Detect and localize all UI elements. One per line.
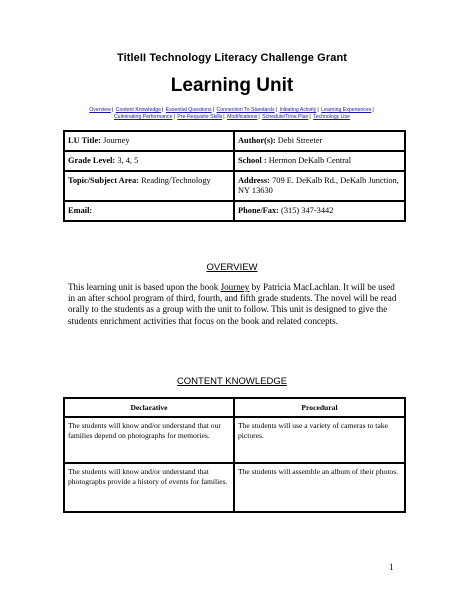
- overview-book-title: Journey: [220, 282, 250, 292]
- school-label: School :: [238, 156, 267, 165]
- phone-cell: [234, 201, 405, 221]
- nav-link-culminating-performance[interactable]: Culminating Performance: [113, 114, 173, 120]
- author-value: Debi Streeter: [275, 136, 323, 145]
- grant-title: TitleII Technology Literacy Challenge Grant: [116, 52, 348, 64]
- overview-text-before: This learning unit is based upon the book: [68, 282, 221, 292]
- info-row: [64, 151, 405, 171]
- author-label: Author(s):: [238, 136, 276, 145]
- topic-cell: [64, 171, 234, 201]
- nav-link-initiating-activity[interactable]: Initiating Activity: [279, 107, 317, 113]
- lu-title-value: Journey: [100, 136, 130, 145]
- section-nav-line-2: Culminating Performance| Pre-Requisite Skills| Modifications| Schedule/Time Plan| Technology Use: [113, 114, 351, 120]
- nav-link-modifications[interactable]: Modifications: [227, 114, 258, 120]
- info-row: [64, 171, 405, 201]
- school-cell: [234, 151, 405, 171]
- ck-declarative-cell: The students will know and/or understand that our families depend on photographs for memories.: [64, 417, 234, 463]
- nav-link-overview[interactable]: Overview: [89, 107, 111, 113]
- overview-text-after: by Patricia MacLachlan. It will be used in an after school program of third, fourth, and fifth grade students. The novel will be read orally to the students as a group with the unit to follow. This unit is designed to give the students enrichment activities that focus on the book and related concepts.: [68, 282, 397, 326]
- topic-value: Reading/Technology: [138, 176, 211, 185]
- ck-header-row: [64, 398, 405, 417]
- author-cell: [234, 131, 405, 151]
- address-label: Address:: [238, 176, 270, 185]
- nav-link-technology-use[interactable]: Technology Use: [313, 114, 351, 120]
- ck-declarative-cell: The students will know and/or understand that photographs provide a history of events for families.: [64, 463, 234, 512]
- grade-value: 3, 4, 5: [115, 156, 139, 165]
- topic-label: Topic/Subject Area:: [68, 176, 139, 185]
- grade-label: Grade Level:: [68, 156, 116, 165]
- section-nav-line-1: Overview| Content Knowledge| Essential Questions| Connection To Standards| Initiating Activity| Learning Experiences|: [89, 107, 374, 113]
- nav-link-essential-questions[interactable]: Essential Questions: [165, 107, 212, 113]
- grade-cell: [64, 151, 234, 171]
- nav-link-connection-to-standards[interactable]: Connection To Standards: [216, 107, 275, 113]
- lu-title-cell: [64, 131, 234, 151]
- nav-link-prerequisite-skills[interactable]: Pre-Requisite Skills: [177, 114, 223, 120]
- unit-info-table: [63, 130, 406, 222]
- ck-col-procedural: Procedural: [234, 398, 405, 417]
- section-nav: [58, 107, 406, 121]
- page-number: 1: [389, 562, 394, 572]
- address-value: 709 E. DeKalb Rd., DeKalb Junction, NY 13630: [238, 176, 399, 195]
- ck-col-declarative: Declarative: [64, 398, 234, 417]
- phone-label: Phone/Fax:: [238, 206, 279, 215]
- lu-title-label: LU Title:: [68, 136, 101, 145]
- address-cell: [234, 171, 405, 201]
- overview-paragraph: [68, 282, 402, 327]
- info-row: [64, 201, 405, 221]
- table-row: [64, 417, 405, 463]
- table-row: [64, 463, 405, 512]
- info-row: [64, 131, 405, 151]
- ck-procedural-cell: The students will use a variety of cameras to take pictures.: [234, 417, 405, 463]
- overview-heading: OVERVIEW: [206, 262, 258, 273]
- school-value: Hermon DeKalb Central: [266, 156, 352, 165]
- nav-link-content-knowledge[interactable]: Content Knowledge: [115, 107, 161, 113]
- page-title: Learning Unit: [170, 75, 294, 96]
- email-label: Email:: [68, 206, 93, 215]
- email-cell: [64, 201, 234, 221]
- content-knowledge-heading: CONTENT KNOWLEDGE: [176, 376, 288, 387]
- nav-link-learning-experiences[interactable]: Learning Experiences: [321, 107, 372, 113]
- phone-value: (315) 347-3442: [278, 206, 334, 215]
- nav-link-schedule-time-plan[interactable]: Schedule/Time Plan: [262, 114, 309, 120]
- ck-procedural-cell: The students will assemble an album of their photos.: [234, 463, 405, 512]
- content-knowledge-table: [63, 397, 406, 513]
